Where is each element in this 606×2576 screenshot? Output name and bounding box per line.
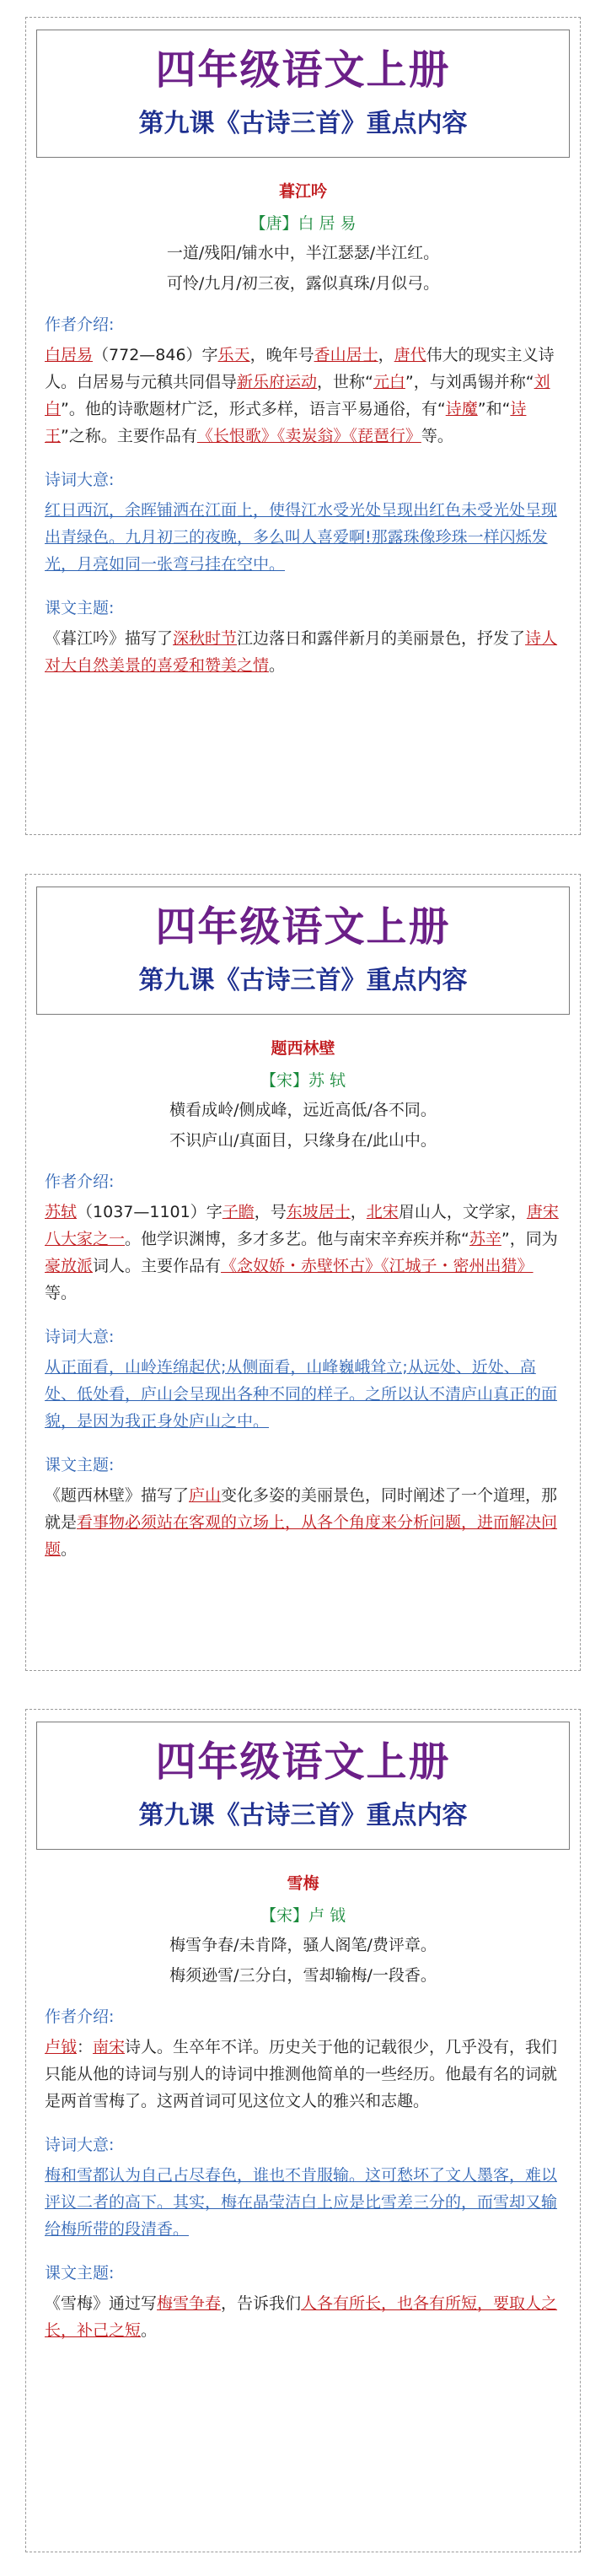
highlight: 元白 [373,373,405,391]
author-heading: 作者介绍: [45,315,115,334]
poem-line: 梅雪争春/未肯降，骚人阁笔/费评章。 [169,1936,437,1954]
card-header [36,30,570,158]
text: 《雪梅》通过写 [45,2294,158,2313]
highlight: 诗人对大自然美景的喜爱和赞美之情 [45,629,558,675]
highlight: 苏辛 [469,1230,501,1248]
text: 等。 [45,1284,78,1302]
text: ，世称“ [317,373,373,391]
highlight: 深秋时节 [173,629,238,648]
highlight: 北宋 [366,1203,399,1221]
text: 。 [141,2321,158,2340]
lesson-card-2 [25,874,581,1671]
author-intro [45,1199,561,1307]
highlight: 南宋 [93,2038,126,2056]
poem-title: 雪梅 [287,1874,319,1893]
page-title: 四年级语文上册 [155,903,451,951]
highlight: 《念奴娇・赤壁怀古》《江城子・密州出猎》 [221,1257,534,1275]
text: 诗人。生卒年不详。历史关于他的记载很少，几乎没有，我们只能从他的诗词与别人的诗词中推测他简单的一些经历。他最有名的词就是两首雪梅了。这两首词可见这位文人的雅兴和志趣。 [45,2038,558,2110]
highlight: 诗魔 [445,400,478,418]
text: 变化多姿的美丽景色，同时阐述了一个道理，那就是 [45,1486,558,1532]
text: 眉山人，文学家， [398,1203,527,1221]
text: ，告诉我们 [221,2294,302,2313]
text: 词人。主要作品有 [93,1257,222,1275]
lesson-subtitle: 第九课《古诗三首》重点内容 [138,109,468,138]
text: ， [350,1203,367,1221]
text: ，晚年号 [249,346,314,364]
text: ”。他的诗歌题材广泛，形式多样，语言平易通俗，有“ [61,400,446,418]
poem-line: 不识庐山/真面目，只缘身在/此山中。 [169,1131,437,1150]
highlight: 卢钺 [45,2038,78,2056]
text: ： [77,2038,94,2056]
highlight: 白居易 [45,346,94,364]
text: （772—846）字 [93,346,218,364]
text: 《题西林壁》描写了 [45,1486,190,1505]
text: 。他学识渊博，多才多艺。他与南宋辛弃疾并称“ [125,1230,469,1248]
card-header [36,887,570,1015]
poem-meaning: 从正面看，山岭连绵起伏;从侧面看，山峰巍峨耸立;从远处、近处、高处、低处看，庐山会呈现出各种不同的样子。之所以认不清庐山真正的面貌，是因为我正身处庐山之中。 [45,1358,558,1431]
poem-author: 【宋】卢 钺 [260,1906,346,1925]
text: 江边落日和露伴新月的美丽景色，抒发了 [237,629,526,648]
poem-author: 【唐】白 居 易 [249,214,357,233]
text: 等。 [421,427,453,445]
highlight: 唐代 [394,346,426,364]
lesson-theme [45,2290,561,2344]
page-title: 四年级语文上册 [155,46,451,94]
author-heading: 作者介绍: [45,2007,115,2026]
lesson-subtitle: 第九课《古诗三首》重点内容 [138,966,468,995]
theme-heading: 课文主题: [45,2264,115,2282]
poem-meaning: 梅和雪都认为自己占尽春色，谁也不肯服输。这可愁坏了文人墨客，难以评议二者的高下。其实，梅在晶莹洁白上应是比雪差三分的，而雪却又输给梅所带的段清香。 [45,2166,558,2239]
highlight: 新乐府运动 [237,373,318,391]
poem-title: 题西林壁 [271,1039,335,1058]
text: 《暮江吟》描写了 [45,629,174,648]
highlight: 刘白 [45,373,550,418]
text: ”之称。主要作品有 [61,427,197,445]
lesson-theme [45,625,561,679]
highlight: 苏轼 [45,1203,78,1221]
highlight: 庐山 [189,1486,222,1505]
poem-line: 横看成岭/侧成峰，远近高低/各不同。 [169,1101,437,1119]
text: ”和“ [477,400,511,418]
page-title: 四年级语文上册 [155,1738,451,1786]
highlight: 唐宋八大家之一 [45,1203,559,1248]
highlight: 子瞻 [222,1203,255,1221]
meaning-heading: 诗词大意: [45,471,115,489]
card-header [36,1722,570,1850]
highlight: 人各有所长，也各有所短，要取人之长，补己之短 [45,2294,558,2340]
theme-heading: 课文主题: [45,599,115,617]
highlight: 诗王 [45,400,527,445]
author-intro [45,2034,561,2115]
poem-author: 【宋】苏 轼 [260,1071,346,1090]
text: ， [378,346,394,364]
meaning-heading: 诗词大意: [45,1328,115,1346]
highlight: 看事物必须站在客观的立场上，从各个角度来分析问题，进而解决问题 [45,1513,558,1559]
text: ”，与刘禹锡并称“ [405,373,534,391]
meaning-heading: 诗词大意: [45,2136,115,2154]
author-intro [45,342,561,450]
highlight: 豪放派 [45,1257,94,1275]
text: ”，同为 [501,1230,558,1248]
poem-line: 一道/残阳/铺水中，半江瑟瑟/半江红。 [166,244,440,262]
poem-meaning: 红日西沉，余晖铺洒在江面上，使得江水受光处呈现出红色未受光处呈现出青绿色。九月初三的夜晚，多么叫人喜爱啊!那露珠像珍珠一样闪烁发光，月亮如同一张弯弓挂在空中。 [45,501,558,574]
author-heading: 作者介绍: [45,1172,115,1191]
highlight: 东坡居士 [286,1203,351,1221]
text: 。 [269,656,286,675]
text: （1037—1101）字 [77,1203,223,1221]
lesson-card-3 [25,1709,581,2552]
lesson-theme [45,1482,561,1563]
text: ，号 [254,1203,287,1221]
lesson-card-1 [25,17,581,835]
poem-line: 梅须逊雪/三分白，雪却输梅/一段香。 [169,1966,437,1985]
poem-title: 暮江吟 [278,182,327,201]
highlight: 《长恨歌》《卖炭翁》《琵琶行》 [196,427,421,445]
highlight: 香山居士 [314,346,378,364]
theme-heading: 课文主题: [45,1456,115,1474]
highlight: 梅雪争春 [157,2294,222,2313]
highlight: 乐天 [217,346,250,364]
lesson-subtitle: 第九课《古诗三首》重点内容 [138,1801,468,1830]
poem-line: 可怜/九月/初三夜，露似真珠/月似弓。 [166,274,440,293]
text: 伟大的现实主义诗人。白居易与元稹共同倡导 [45,346,555,391]
text: 。 [61,1540,78,1559]
